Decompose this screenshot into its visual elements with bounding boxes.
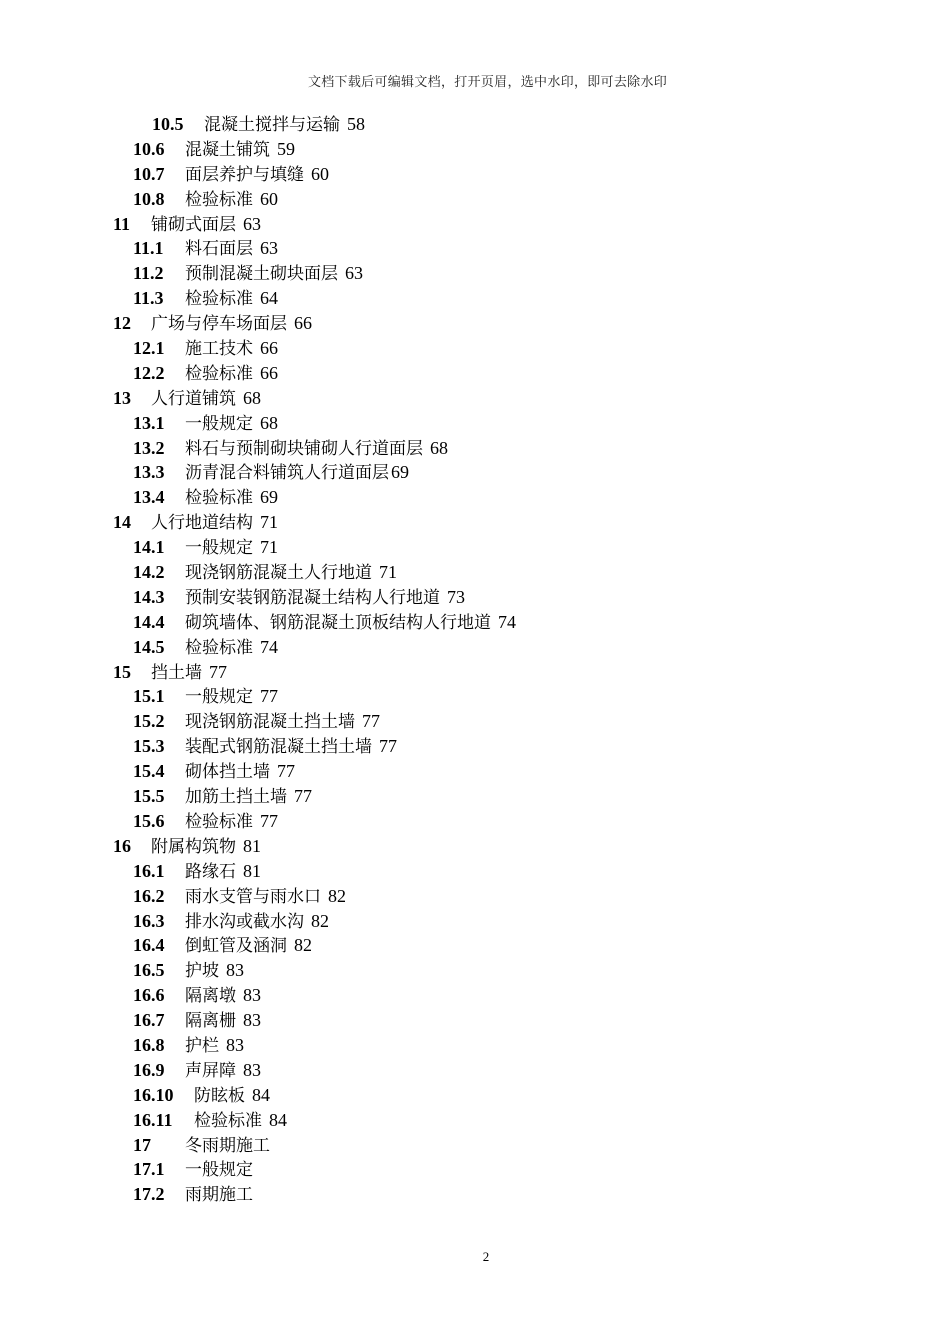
toc-entry-number: 16.11 bbox=[133, 1109, 173, 1130]
toc-entry-number: 15.2 bbox=[133, 711, 165, 732]
toc-entry-number: 11.3 bbox=[133, 288, 164, 309]
toc-entry[interactable] bbox=[0, 759, 950, 784]
toc-entry-number: 16.7 bbox=[133, 1010, 165, 1031]
toc-entry-number: 10.5 bbox=[152, 114, 184, 134]
toc-entry-page: 66 bbox=[260, 338, 278, 359]
toc-entry-number: 12.2 bbox=[133, 362, 165, 383]
toc-entry-page: 74 bbox=[260, 636, 278, 657]
toc-entry-page: 60 bbox=[260, 188, 278, 209]
toc-entry-title: 一般规定 bbox=[185, 1160, 253, 1181]
toc-entry-number: 13.3 bbox=[133, 462, 165, 483]
toc-entry[interactable] bbox=[0, 460, 950, 485]
toc-entry[interactable] bbox=[0, 884, 950, 909]
toc-entry-page: 84 bbox=[252, 1084, 270, 1105]
toc-entry-page: 81 bbox=[243, 835, 261, 856]
toc-entry-title: 砌筑墙体、钢筋混凝土顶板结构人行地道 bbox=[185, 612, 491, 633]
toc-entry[interactable] bbox=[0, 212, 950, 237]
toc-entry-page: 71 bbox=[260, 537, 278, 558]
toc-entry-title: 声屏障 bbox=[185, 1060, 236, 1081]
toc-entry[interactable] bbox=[0, 187, 950, 212]
toc-entry-page: 63 bbox=[260, 238, 278, 259]
toc-entry-number: 13.2 bbox=[133, 437, 165, 458]
toc-entry-page: 82 bbox=[328, 885, 346, 906]
toc-entry-page: 68 bbox=[430, 437, 448, 458]
toc-entry[interactable] bbox=[0, 909, 950, 934]
toc-entry-number: 16.10 bbox=[133, 1084, 174, 1105]
toc-entry[interactable] bbox=[0, 660, 950, 685]
toc-entry-title: 施工技术 bbox=[185, 339, 253, 360]
toc-entry-page: 77 bbox=[379, 736, 397, 757]
toc-entry-number: 10.6 bbox=[133, 138, 165, 159]
toc-entry[interactable] bbox=[0, 386, 950, 411]
page-header-watermark-note: 文档下载后可编辑文档，打开页眉，选中水印，即可去除水印 bbox=[307, 75, 668, 90]
toc-entry-title: 现浇钢筋混凝土挡土墙 bbox=[185, 712, 355, 733]
toc-entry-title: 沥青混合料铺筑人行道面层 bbox=[185, 463, 389, 484]
toc-entry-page: 69 bbox=[391, 462, 409, 483]
toc-entry[interactable] bbox=[0, 261, 950, 286]
toc-entry[interactable] bbox=[0, 560, 950, 585]
toc-entry-page: 83 bbox=[243, 1010, 261, 1031]
toc-entry-title: 一般规定 bbox=[185, 538, 253, 559]
toc-entry-page: 77 bbox=[277, 761, 295, 782]
toc-entry-page: 82 bbox=[294, 935, 312, 956]
toc-entry-title: 混凝土铺筑 bbox=[185, 139, 270, 160]
toc-entry-number: 10.8 bbox=[133, 188, 165, 209]
toc-entry-number: 13.1 bbox=[133, 412, 165, 433]
toc-entry-page: 83 bbox=[243, 985, 261, 1006]
toc-entry-title: 防眩板 bbox=[194, 1085, 245, 1106]
toc-entry[interactable] bbox=[0, 709, 950, 734]
table-of-contents bbox=[0, 112, 950, 1207]
toc-entry-number: 14.5 bbox=[133, 636, 165, 657]
toc-entry-page: 83 bbox=[226, 960, 244, 981]
toc-entry-number: 16.1 bbox=[133, 860, 165, 881]
toc-entry-page: 77 bbox=[209, 661, 227, 682]
toc-entry-page: 83 bbox=[243, 1059, 261, 1080]
toc-entry-page: 83 bbox=[226, 1034, 244, 1055]
toc-entry-title: 隔离墩 bbox=[185, 986, 236, 1007]
toc-entry-page: 81 bbox=[243, 860, 261, 881]
toc-entry-page: 63 bbox=[345, 263, 363, 284]
toc-entry-title: 隔离栅 bbox=[185, 1011, 236, 1032]
toc-entry-number: 15 bbox=[113, 661, 131, 682]
toc-entry[interactable] bbox=[0, 585, 950, 610]
toc-entry-title: 铺砌式面层 bbox=[151, 214, 236, 235]
toc-entry-title: 检验标准 bbox=[194, 1110, 262, 1131]
toc-entry-number: 12 bbox=[113, 313, 131, 334]
toc-entry-page: 68 bbox=[243, 387, 261, 408]
toc-entry-title: 检验标准 bbox=[185, 289, 253, 310]
toc-entry[interactable] bbox=[0, 635, 950, 660]
toc-entry-number: 17.1 bbox=[133, 1159, 165, 1180]
toc-entry[interactable] bbox=[0, 1058, 950, 1083]
toc-entry-number: 15.1 bbox=[133, 686, 165, 707]
toc-entry-page: 66 bbox=[260, 362, 278, 383]
toc-entry[interactable] bbox=[0, 236, 950, 261]
toc-entry-title: 检验标准 bbox=[185, 488, 253, 509]
toc-entry-title: 面层养护与填缝 bbox=[185, 164, 304, 185]
toc-entry-page: 68 bbox=[260, 412, 278, 433]
toc-entry-title: 检验标准 bbox=[185, 363, 253, 384]
toc-entry-number: 14.3 bbox=[133, 586, 165, 607]
toc-entry-title: 路缘石 bbox=[185, 861, 236, 882]
toc-entry-page: 77 bbox=[294, 786, 312, 807]
toc-entry-number: 17 bbox=[133, 1134, 151, 1155]
toc-entry-page: 69 bbox=[260, 487, 278, 508]
toc-entry-title: 砌体挡土墙 bbox=[185, 762, 270, 783]
toc-entry-number: 16.6 bbox=[133, 985, 165, 1006]
toc-entry-title: 一般规定 bbox=[185, 687, 253, 708]
toc-entry-number: 11.1 bbox=[133, 238, 164, 259]
toc-entry-title: 排水沟或截水沟 bbox=[185, 911, 304, 932]
toc-entry[interactable] bbox=[0, 336, 950, 361]
toc-entry-number: 16.3 bbox=[133, 910, 165, 931]
toc-entry-title: 附属构筑物 bbox=[151, 836, 236, 857]
toc-entry-title: 护栏 bbox=[185, 1035, 219, 1056]
toc-entry[interactable] bbox=[0, 933, 950, 958]
toc-entry[interactable] bbox=[0, 485, 950, 510]
toc-entry[interactable] bbox=[0, 411, 950, 436]
toc-entry-number: 16.9 bbox=[133, 1059, 165, 1080]
toc-entry-title: 料石与预制砌块铺砌人行道面层 bbox=[185, 438, 423, 459]
toc-entry[interactable] bbox=[0, 734, 950, 759]
toc-entry-number: 15.3 bbox=[133, 736, 165, 757]
toc-entry[interactable] bbox=[0, 311, 950, 336]
toc-entry-page: 77 bbox=[260, 810, 278, 831]
toc-entry-page: 84 bbox=[269, 1109, 287, 1130]
toc-entry[interactable] bbox=[0, 1108, 950, 1133]
toc-entry-number: 11 bbox=[113, 213, 131, 234]
toc-entry-number: 15.5 bbox=[133, 786, 165, 807]
toc-entry-number: 14.4 bbox=[133, 611, 165, 632]
toc-entry[interactable] bbox=[0, 1182, 950, 1207]
toc-entry[interactable] bbox=[0, 1157, 950, 1182]
toc-entry[interactable] bbox=[0, 1133, 950, 1158]
toc-entry[interactable] bbox=[0, 535, 950, 560]
toc-entry-page: 77 bbox=[362, 711, 380, 732]
toc-entry-page: 63 bbox=[243, 213, 261, 234]
toc-entry-number: 12.1 bbox=[133, 338, 165, 359]
toc-entry-title: 一般规定 bbox=[185, 413, 253, 434]
toc-entry-page: 74 bbox=[498, 611, 516, 632]
toc-entry[interactable] bbox=[0, 610, 950, 635]
toc-entry-title: 雨期施工 bbox=[185, 1185, 253, 1206]
toc-entry-title: 预制安装钢筋混凝土结构人行地道 bbox=[185, 587, 440, 608]
toc-entry-title: 现浇钢筋混凝土人行地道 bbox=[185, 563, 372, 584]
toc-entry-number: 16.8 bbox=[133, 1034, 165, 1055]
toc-entry[interactable] bbox=[0, 510, 950, 535]
toc-entry-title: 装配式钢筋混凝土挡土墙 bbox=[185, 737, 372, 758]
toc-entry-page: 59 bbox=[277, 138, 295, 159]
toc-entry-number: 14 bbox=[113, 512, 131, 533]
toc-entry-title: 检验标准 bbox=[185, 189, 253, 210]
toc-entry-number: 15.4 bbox=[133, 761, 165, 782]
toc-entry[interactable] bbox=[0, 784, 950, 809]
toc-entry[interactable] bbox=[0, 286, 950, 311]
toc-entry-page: 66 bbox=[294, 313, 312, 334]
toc-entry-title: 倒虹管及涵洞 bbox=[185, 936, 287, 957]
toc-entry-title: 人行道铺筑 bbox=[151, 388, 236, 409]
toc-entry[interactable] bbox=[0, 112, 950, 137]
toc-entry-title: 料石面层 bbox=[185, 239, 253, 260]
toc-entry-number: 16 bbox=[113, 835, 131, 856]
toc-entry[interactable] bbox=[0, 137, 950, 162]
toc-entry-title: 加筋土挡土墙 bbox=[185, 787, 287, 808]
toc-entry-number: 10.7 bbox=[133, 163, 165, 184]
toc-entry-page: 60 bbox=[311, 163, 329, 184]
page-number: 2 bbox=[482, 1249, 490, 1264]
toc-entry-page: 73 bbox=[447, 586, 465, 607]
toc-entry-number: 16.4 bbox=[133, 935, 165, 956]
toc-entry-title: 广场与停车场面层 bbox=[151, 314, 287, 335]
toc-entry-title: 雨水支管与雨水口 bbox=[185, 886, 321, 907]
toc-entry-title: 混凝土搅拌与运输 bbox=[204, 115, 340, 135]
toc-entry-page: 71 bbox=[379, 562, 397, 583]
toc-entry-title: 人行地道结构 bbox=[151, 513, 253, 534]
toc-entry-page: 64 bbox=[260, 288, 278, 309]
toc-entry-title: 挡土墙 bbox=[151, 662, 202, 683]
toc-entry[interactable] bbox=[0, 684, 950, 709]
toc-entry[interactable] bbox=[0, 809, 950, 834]
toc-entry-page: 77 bbox=[260, 686, 278, 707]
toc-entry[interactable] bbox=[0, 361, 950, 386]
toc-entry-number: 16.5 bbox=[133, 960, 165, 981]
toc-entry[interactable] bbox=[0, 1083, 950, 1108]
toc-entry[interactable] bbox=[0, 162, 950, 187]
toc-entry-title: 冬雨期施工 bbox=[185, 1135, 270, 1156]
toc-entry[interactable] bbox=[0, 1008, 950, 1033]
toc-entry-number: 17.2 bbox=[133, 1184, 165, 1205]
toc-entry[interactable] bbox=[0, 958, 950, 983]
toc-entry[interactable] bbox=[0, 983, 950, 1008]
toc-entry-page: 71 bbox=[260, 512, 278, 533]
toc-entry-number: 13 bbox=[113, 387, 131, 408]
toc-entry-number: 14.1 bbox=[133, 537, 165, 558]
toc-entry-title: 检验标准 bbox=[185, 637, 253, 658]
toc-entry-page: 82 bbox=[311, 910, 329, 931]
toc-entry[interactable] bbox=[0, 859, 950, 884]
toc-entry-title: 检验标准 bbox=[185, 811, 253, 832]
toc-entry-number: 16.2 bbox=[133, 885, 165, 906]
toc-entry-title: 预制混凝土砌块面层 bbox=[185, 264, 338, 285]
toc-entry[interactable] bbox=[0, 436, 950, 461]
toc-entry[interactable] bbox=[0, 1033, 950, 1058]
toc-entry-number: 13.4 bbox=[133, 487, 165, 508]
toc-entry-number: 14.2 bbox=[133, 562, 165, 583]
toc-entry-title: 护坡 bbox=[185, 961, 219, 982]
toc-entry-page: 58 bbox=[347, 114, 365, 134]
toc-entry-number: 15.6 bbox=[133, 810, 165, 831]
toc-entry[interactable] bbox=[0, 834, 950, 859]
toc-entry-number: 11.2 bbox=[133, 263, 164, 284]
